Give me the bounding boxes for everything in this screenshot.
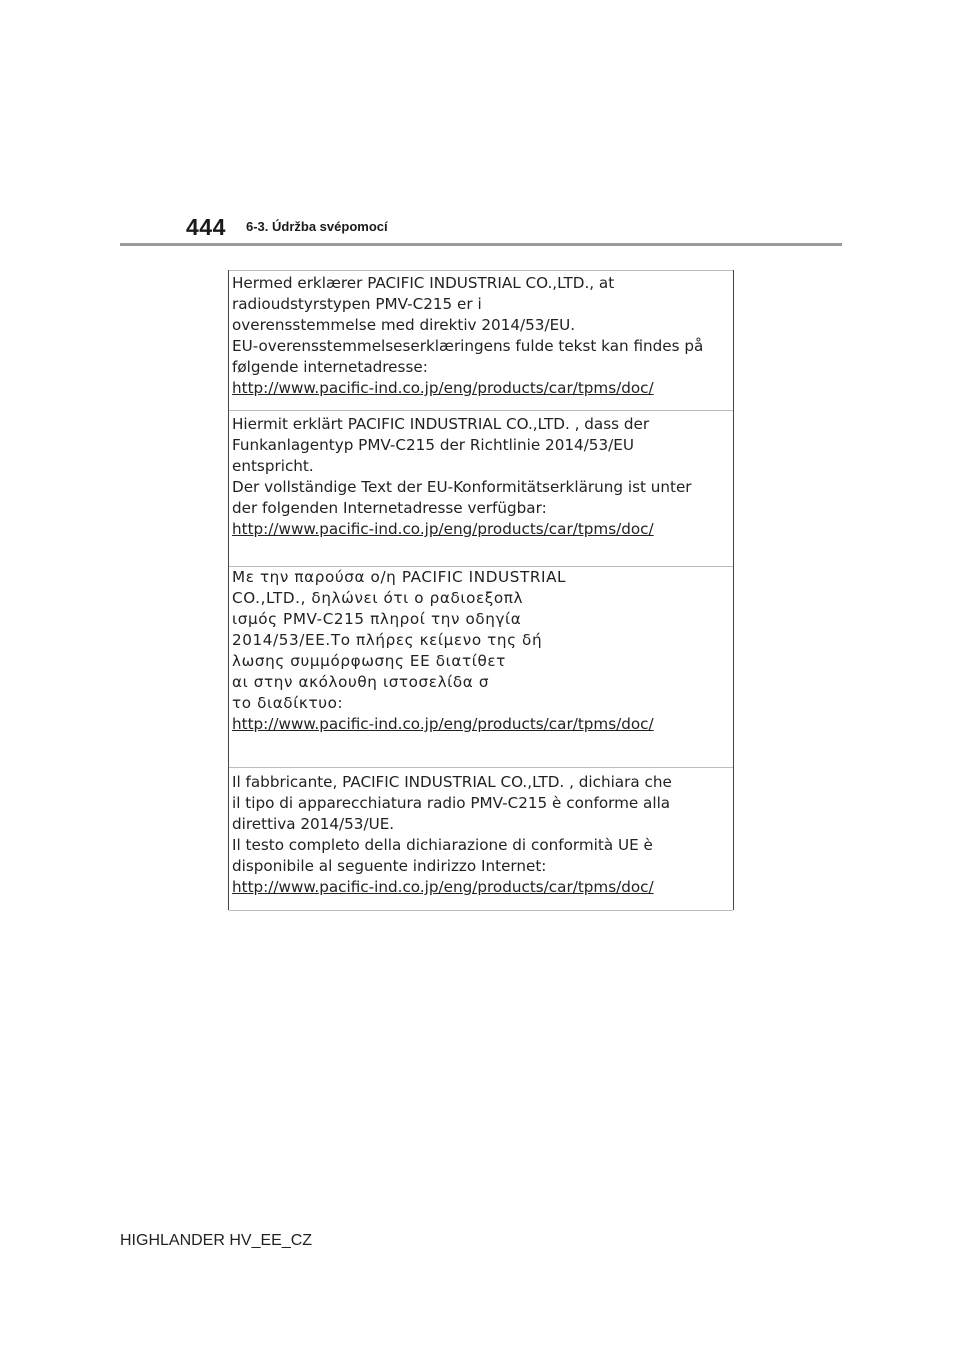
declaration-url-link[interactable]: http://www.pacific-ind.co.jp/eng/products/car/tpms/doc/ (232, 715, 654, 733)
declaration-line: το διαδίκτυο: (232, 694, 344, 712)
declarations-table (228, 270, 734, 910)
declaration-line: CO.,LTD., δηλώνει ότι ο ραδιοεξοπλ (232, 589, 524, 607)
row-divider (229, 767, 733, 768)
declaration-line: Il testo completo della dichiarazione di conformità UE è (232, 836, 653, 854)
footer-model-code: HIGHLANDER HV_EE_CZ (120, 1232, 313, 1249)
declaration-line: λωσης συμμόρφωσης ΕΕ διατίθετ (232, 652, 506, 670)
section-title: 6-3. Údržba svépomocí (246, 219, 388, 234)
declaration-line: il tipo di apparecchiatura radio PMV-C215 è conforme alla (232, 794, 671, 812)
declaration-line: Hermed erklærer PACIFIC INDUSTRIAL CO.,LTD., at (232, 274, 615, 292)
page-number: 444 (186, 214, 226, 240)
declaration-line: radioudstyrstypen PMV-C215 er i (232, 295, 482, 313)
declaration-line: Il fabbricante, PACIFIC INDUSTRIAL CO.,LTD. , dichiara che (232, 773, 672, 791)
row-divider (229, 910, 733, 911)
declaration-line: EU-overensstemmelseserklæringens fulde tekst kan findes på (232, 337, 704, 355)
declaration-line: der folgenden Internetadresse verfügbar: (232, 499, 547, 517)
row-divider (229, 410, 733, 411)
declaration-url-link[interactable]: http://www.pacific-ind.co.jp/eng/products/car/tpms/doc/ (232, 520, 654, 538)
declaration-line: Funkanlagentyp PMV-C215 der Richtlinie 2014/53/EU (232, 436, 634, 454)
declaration-line: αι στην ακόλουθη ιστοσελίδα σ (232, 673, 490, 691)
row-divider (229, 270, 733, 271)
declaration-line: Hiermit erklärt PACIFIC INDUSTRIAL CO.,LTD. , dass der (232, 415, 650, 433)
declaration-italian (229, 772, 733, 898)
declaration-line: disponibile al seguente indirizzo Internet: (232, 857, 547, 875)
declaration-danish (229, 273, 733, 399)
declaration-url-link[interactable]: http://www.pacific-ind.co.jp/eng/products/car/tpms/doc/ (232, 379, 654, 397)
declaration-line: direttiva 2014/53/UE. (232, 815, 395, 833)
declaration-line: Der vollständige Text der EU-Konformitätserklärung ist unter (232, 478, 692, 496)
declaration-german (229, 414, 733, 540)
declaration-line: overensstemmelse med direktiv 2014/53/EU. (232, 316, 576, 334)
declaration-line: følgende internetadresse: (232, 358, 428, 376)
declaration-line: 2014/53/ΕΕ.Το πλήρες κείμενο της δή (232, 631, 543, 649)
header-divider (120, 243, 842, 246)
declaration-line: Με την παρούσα ο/η PACIFIC INDUSTRIAL (232, 568, 567, 586)
declaration-greek (229, 567, 733, 735)
declaration-line: entspricht. (232, 457, 314, 475)
declaration-url-link[interactable]: http://www.pacific-ind.co.jp/eng/products/car/tpms/doc/ (232, 878, 654, 896)
declaration-line: ισμός PMV-C215 πληροί την οδηγία (232, 610, 522, 628)
